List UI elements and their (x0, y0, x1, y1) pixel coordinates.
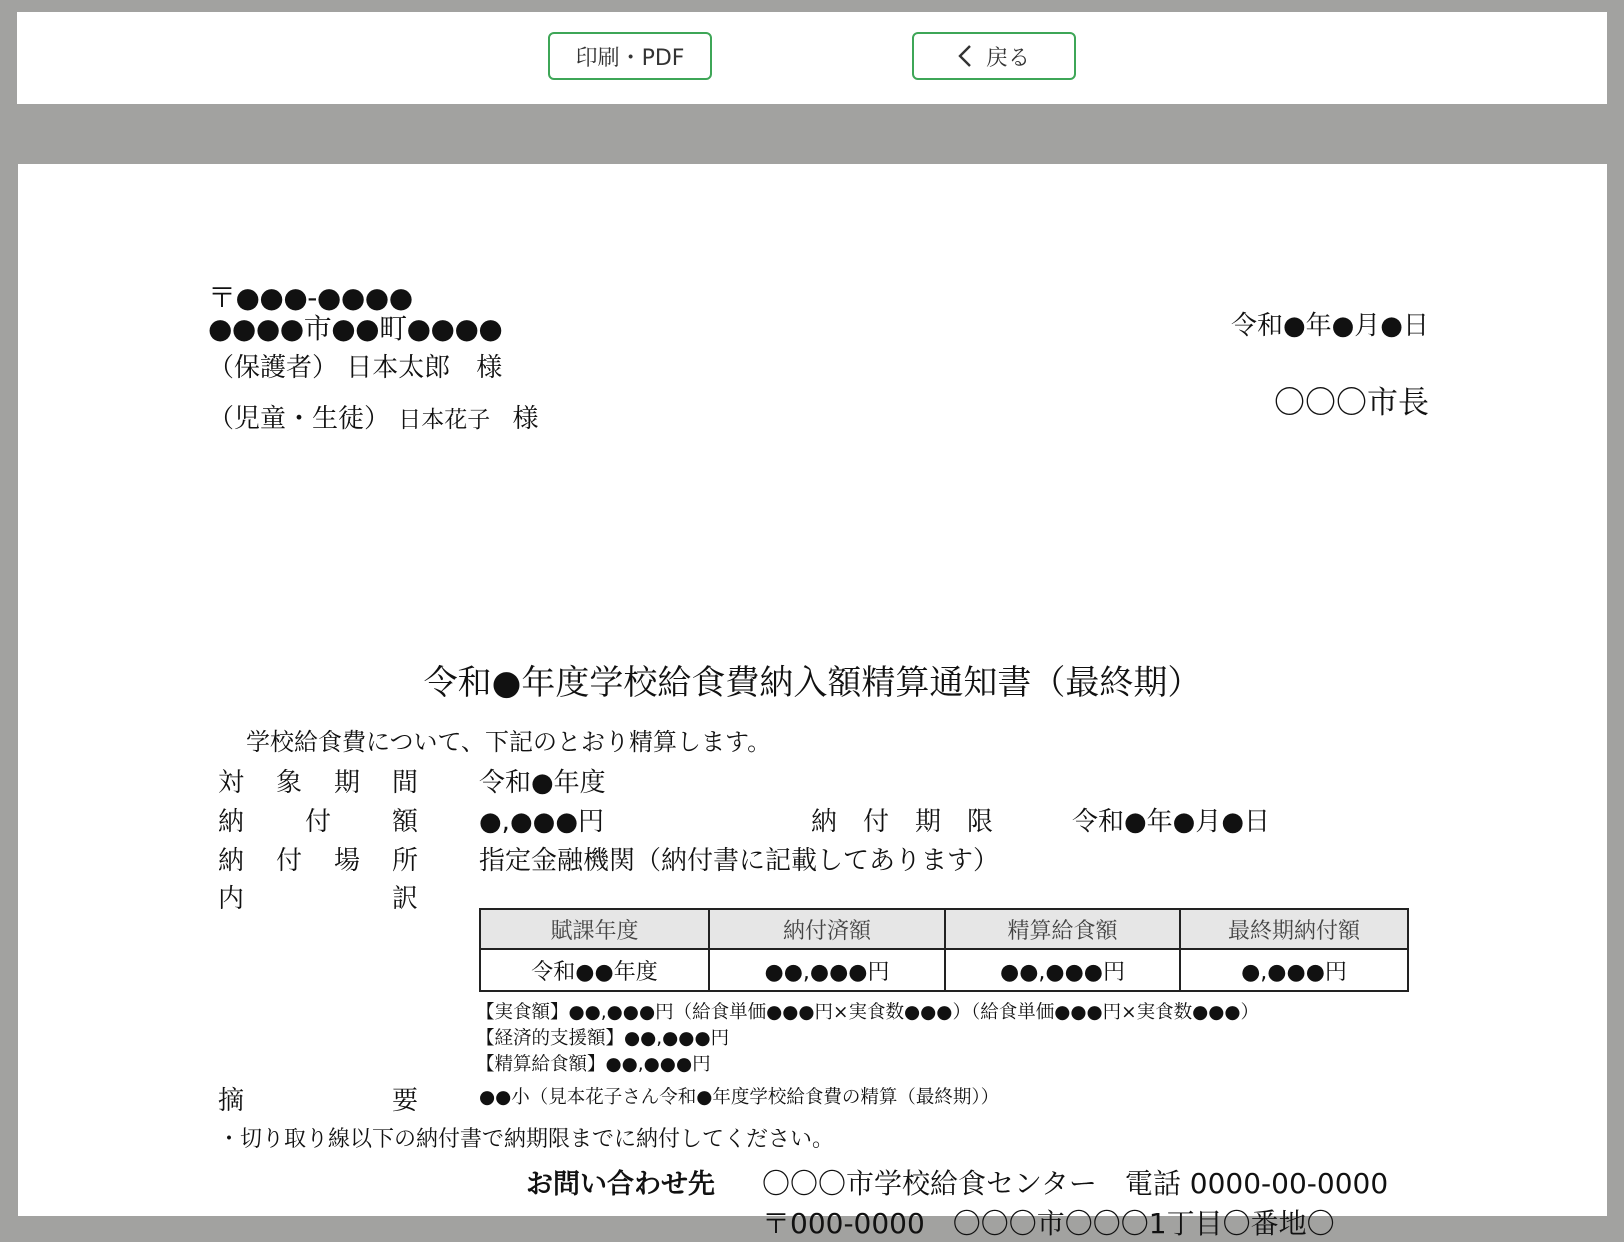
place-value: 指定金融機関（納付書に記載してあります） (479, 846, 1000, 876)
intro-text: 学校給食費について、下記のとおり精算します。 (246, 728, 772, 756)
print-pdf-label: 印刷・PDF (575, 45, 685, 71)
fee-table (479, 908, 1409, 992)
summary-label: 摘 要 (218, 1086, 418, 1116)
contact-address: 〒000-0000 〇〇〇市〇〇〇1丁目〇番地〇 (762, 1207, 1335, 1240)
note-support: 【経済的支援額】●●,●●●円 (476, 1028, 730, 1049)
postal-code: 〒●●●-●●●● (208, 281, 413, 314)
note-actual-meal: 【実食額】●●,●●●円（給食単価●●●円×実食数●●●）（給食単価●●●円×実食数●●●） (476, 1002, 1260, 1023)
student-honorific: 様 (512, 404, 539, 434)
issue-date: 令和●年●月●日 (1230, 311, 1429, 341)
amount-label: 納 付 額 (218, 807, 418, 837)
summary-value: ●●小（見本花子さん令和●年度学校給食費の精算（最終期）） (479, 1087, 1000, 1108)
print-pdf-button[interactable] (548, 32, 712, 80)
amount-value: ●,●●●円 (479, 807, 605, 837)
table-cell: ●,●●●円 (1180, 949, 1408, 991)
toolbar (17, 12, 1607, 104)
student-line (208, 398, 539, 435)
table-header: 納付済額 (709, 909, 945, 949)
table-cell: ●●,●●●円 (709, 949, 945, 991)
back-label: 戻る (985, 45, 1030, 71)
issuer: 〇〇〇市長 (1274, 385, 1429, 421)
table-header-row (480, 909, 1408, 949)
contact-value: 〇〇〇市学校給食センター 電話 0000-00-0000 (762, 1167, 1389, 1200)
guardian-name: 日本太郎 様 (346, 353, 503, 383)
back-button[interactable] (912, 32, 1076, 80)
table-cell: 令和●●年度 (480, 949, 709, 991)
guardian-prefix: （保護者） (208, 353, 339, 383)
table-header: 最終期納付額 (1180, 909, 1408, 949)
table-row (480, 949, 1408, 991)
table-cell: ●●,●●●円 (945, 949, 1180, 991)
student-prefix: （児童・生徒） (208, 404, 391, 434)
breakdown-label: 内 訳 (218, 884, 418, 914)
student-name: 日本花子 (398, 407, 491, 433)
note-settled: 【精算給食額】●●,●●●円 (476, 1054, 711, 1075)
period-label: 対 象 期 間 (218, 768, 418, 798)
street-address: ●●●●市●●町●●●● (208, 312, 503, 345)
deadline-value: 令和●年●月●日 (1072, 807, 1271, 837)
document-page (18, 164, 1607, 1240)
guardian-line (208, 347, 502, 384)
contact-label: お問い合わせ先 (526, 1169, 715, 1200)
chevron-left-icon (958, 44, 972, 68)
table-header: 精算給食額 (945, 909, 1180, 949)
document-title: 令和●年度学校給食費納入額精算通知書（最終期） (423, 663, 1202, 703)
footnote: ・切り取り線以下の納付書で納期限までに納付してください。 (218, 1127, 835, 1152)
table-header: 賦課年度 (480, 909, 709, 949)
period-value: 令和●年度 (479, 768, 606, 798)
deadline-label: 納 付 期 限 (811, 807, 994, 837)
place-label: 納 付 場 所 (218, 846, 418, 876)
